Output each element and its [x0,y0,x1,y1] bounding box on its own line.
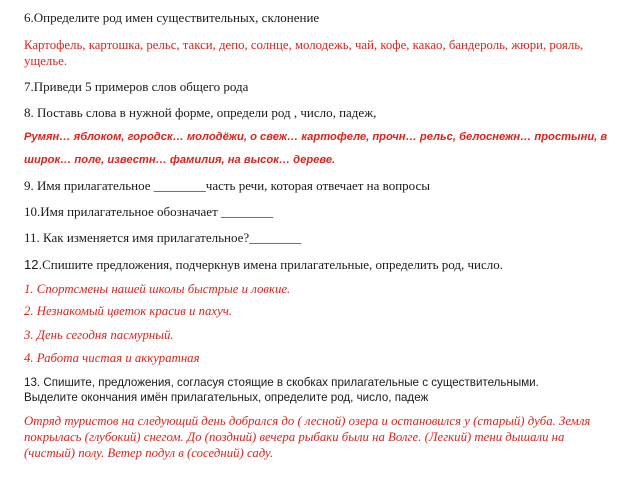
task6-words-line1: Картофель, картошка, рельс, такси, депо, солнце, молодежь, чай, кофе, какао, бандероль, жюри, рояль, [24,38,584,52]
task8-phrases-line2: широк… поле, известн… фамилия, на высок… дереве. [24,154,336,166]
task13-text-line2: покрылась (глубокий) снегом. До (поздний) вечера рыбаки были на Волге. (Легкий) тени дышали на [24,430,565,444]
task13-question-line2: Выделите окончания имён прилагательных, определите род, число, падеж [24,391,429,404]
task8-phrases-line1: Румян… яблоком, городск… молодёжи, о свеж… картофеле, прочн… рельс, белоснежн… простыни, в [24,131,608,143]
task13-text-line3: (чистый) полу. Ветер подул в (соседний) саду. [24,446,274,460]
task12-number: 12. [24,257,43,272]
task11-question: 11. Как изменяется имя прилагательное?________ [24,230,302,245]
task12-text: Спишите предложения, подчеркнув имена прилагательные, определить род, число. [42,257,503,272]
task6-words-line2: ущелье. [24,54,68,68]
task12-sentence-2: 2. Незнакомый цветок красив и пахуч. [24,304,233,318]
task13-text-line1: Отряд туристов на следующий день добрался до ( лесной) озера и остановился у (старый) дуба. Земля [24,414,591,428]
task12-sentence-3: 3. День сегодня пасмурный. [24,328,174,342]
task12-sentence-4: 4. Работа чистая и аккуратная [24,351,200,365]
task10-question: 10.Имя прилагательное обозначает ________ [24,204,273,219]
task6-question: 6.Определите род имен существительных, склонение [24,10,320,25]
task13-question-line1: 13. Спишите, предложения, согласуя стоящие в скобках прилагательные с существительными. [24,376,539,389]
task7-question: 7.Приведи 5 примеров слов общего рода [24,79,249,94]
task9-question: 9. Имя прилагательное ________часть речи, которая отвечает на вопросы [24,178,430,193]
task8-question: 8. Поставь слова в нужной форме, определи род , число, падеж, [24,105,377,120]
task12-sentence-1: 1. Спортсмены нашей школы быстрые и ловкие. [24,282,291,296]
task12-question [24,257,503,273]
